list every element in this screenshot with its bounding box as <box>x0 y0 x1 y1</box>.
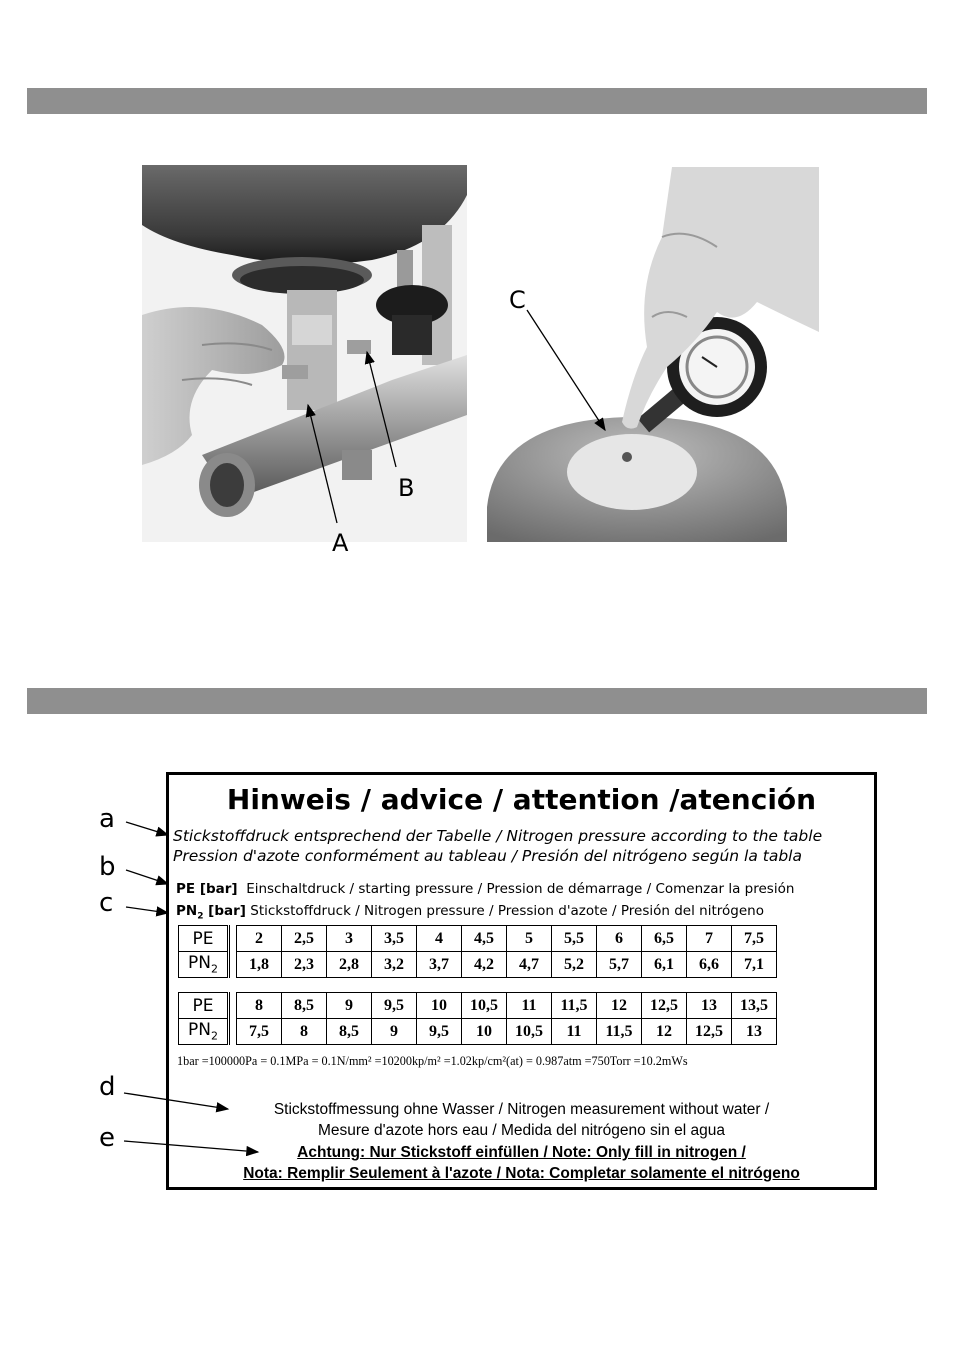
table-cell: 11 <box>552 1019 597 1045</box>
table-cell: 4,7 <box>507 952 552 978</box>
note-e-2: Nota: Remplir Seulement à l'azote / Nota: Completar solamente el nitrógeno <box>243 1165 800 1182</box>
table-cell: 11 <box>507 993 552 1019</box>
table-cell: 10,5 <box>507 1019 552 1045</box>
table-cell: 3,7 <box>417 952 462 978</box>
table-cell: 2 <box>237 926 282 952</box>
row-header: $PN_2$ <box>179 1019 229 1045</box>
table-cell: 12,5 <box>687 1019 732 1045</box>
table-cell: 12 <box>597 993 642 1019</box>
note-d-1: Stickstoffmessung ohne Wasser / Nitrogen measurement without water / <box>273 1101 770 1118</box>
line-a-2: Pression d'azote conformément au tableau / Presión del nitrógeno según la tabla <box>173 847 802 865</box>
table-cell: 6,5 <box>642 926 687 952</box>
table-cell: 4 <box>417 926 462 952</box>
side-label-a: a <box>99 804 115 834</box>
table-cell: 9 <box>372 1019 417 1045</box>
table-cell: 8,5 <box>282 993 327 1019</box>
table-cell: 3 <box>327 926 372 952</box>
table-cell: 9,5 <box>417 1019 462 1045</box>
pn-text: Stickstoffdruck / Nitrogen pressure / Pression d'azote / Presión del nitrógeno <box>250 903 764 919</box>
table-cell: 13 <box>687 993 732 1019</box>
table-cell: 13,5 <box>732 993 777 1019</box>
line-a-1: Stickstoffdruck entsprechend der Tabelle / Nitrogen pressure according to the table <box>173 827 823 845</box>
advice-title: Hinweis / advice / attention /atención <box>226 783 817 816</box>
table-cell: 7,5 <box>237 1019 282 1045</box>
table-cell: 3,5 <box>372 926 417 952</box>
arrow-b <box>367 352 396 467</box>
table-cell: 5 <box>507 926 552 952</box>
arrow-a <box>308 405 337 523</box>
table-cell: 2,3 <box>282 952 327 978</box>
table-cell: 4,5 <box>462 926 507 952</box>
row-header: PE <box>179 993 229 1019</box>
table-cell: 13 <box>732 1019 777 1045</box>
table-cell: 1,8 <box>237 952 282 978</box>
table-cell: 6 <box>597 926 642 952</box>
table-cell: 8 <box>237 993 282 1019</box>
table-cell: 6,1 <box>642 952 687 978</box>
arrow-side-e <box>124 1141 258 1152</box>
table-cell: 4,2 <box>462 952 507 978</box>
callout-b: B <box>398 474 415 502</box>
table-cell: 12 <box>642 1019 687 1045</box>
table-cell: 7,5 <box>732 926 777 952</box>
table-cell: 9 <box>327 993 372 1019</box>
table-cell: 5,7 <box>597 952 642 978</box>
pn-label: $PN_2$ [bar] <box>176 903 246 922</box>
table-cell: 9,5 <box>372 993 417 1019</box>
table-cell: 11,5 <box>597 1019 642 1045</box>
side-label-d: d <box>99 1072 116 1102</box>
callout-c: C <box>509 286 526 314</box>
unit-conversion: 1bar =100000Pa = 0.1MPa = 0.1N/mm² =10200kp/m² =1.02kp/cm²(at) = 0.987atm =750Torr =10.2mWs <box>177 1054 688 1068</box>
table-cell: 5,2 <box>552 952 597 978</box>
side-label-b: b <box>99 852 116 882</box>
table-cell: 10 <box>462 1019 507 1045</box>
pe-text: Einschaltdruck / starting pressure / Pression de démarrage / Comenzar la presión <box>246 881 795 897</box>
table-cell: 7,1 <box>732 952 777 978</box>
table-cell: 11,5 <box>552 993 597 1019</box>
callout-a: A <box>332 529 349 557</box>
table-cell: 2,8 <box>327 952 372 978</box>
table-cell: 3,2 <box>372 952 417 978</box>
table-cell: 7 <box>687 926 732 952</box>
side-label-e: e <box>99 1123 115 1153</box>
arrow-side-a <box>126 822 168 835</box>
side-label-c: c <box>99 888 114 918</box>
arrow-side-c <box>126 907 168 913</box>
table-cell: 8 <box>282 1019 327 1045</box>
row-header: PE <box>179 926 229 952</box>
table-cell: 10 <box>417 993 462 1019</box>
table-cell: 6,6 <box>687 952 732 978</box>
note-e-1: Achtung: Nur Stickstoff einfüllen / Note: Only fill in nitrogen / <box>297 1144 746 1161</box>
table-cell: 2,5 <box>282 926 327 952</box>
arrow-c <box>527 310 605 430</box>
table-cell: 8,5 <box>327 1019 372 1045</box>
note-d-2: Mesure d'azote hors eau / Medida del nitrógeno sin el agua <box>317 1122 726 1139</box>
arrow-side-b <box>126 870 168 884</box>
row-header: $PN_2$ <box>179 952 229 978</box>
table-cell: 10,5 <box>462 993 507 1019</box>
table-cell: 5,5 <box>552 926 597 952</box>
pe-label: PE [bar] <box>176 881 238 897</box>
table-cell: 12,5 <box>642 993 687 1019</box>
arrow-side-d <box>124 1093 228 1109</box>
